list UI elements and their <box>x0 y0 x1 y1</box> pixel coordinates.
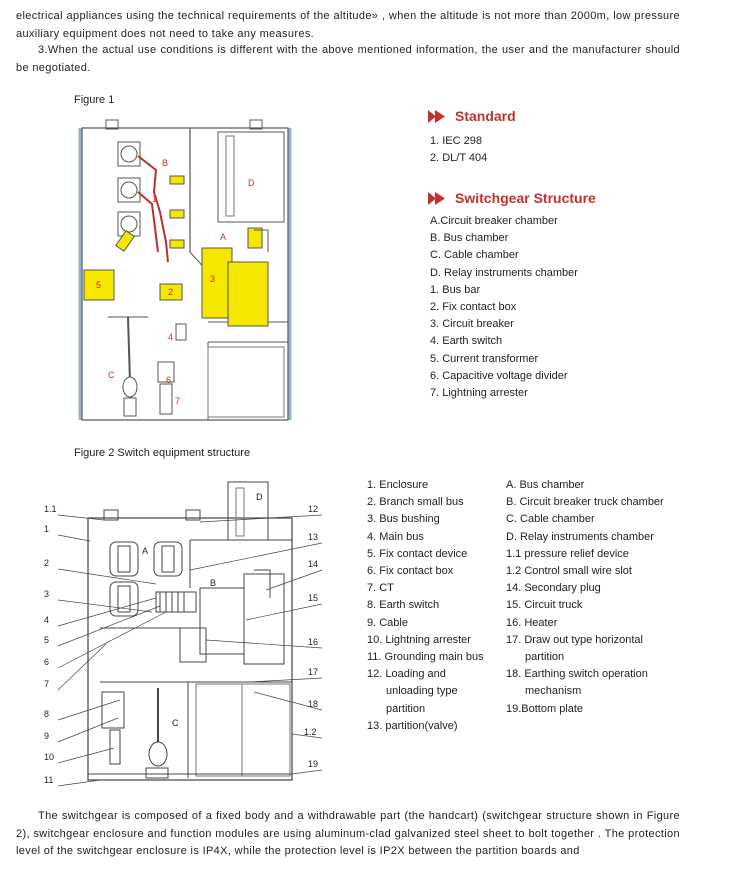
list-item: 13. partition(valve) <box>367 719 458 732</box>
fig2-zone-a: A <box>142 546 149 556</box>
list-item: 5. Current transformer <box>430 352 539 365</box>
fig2-zone-b: B <box>210 578 217 588</box>
intro-paragraph-altitude: electrical appliances using the technical requirements of the altitude» , when the altitude is not more than 2000m, low pressure auxiliary equipment does not need to take any measures. <box>16 10 680 40</box>
fig2-zone-c: C <box>172 718 179 728</box>
figure1-caption: Figure 1 <box>74 94 115 106</box>
list-item: 2. Fix contact box <box>430 301 517 314</box>
standard-title: Standard <box>455 108 516 124</box>
list-item: B. Bus chamber <box>430 232 509 245</box>
standard-heading <box>428 108 516 124</box>
fig2-callout-15: 15 <box>308 593 319 603</box>
fig2-callout-2: 2 <box>44 558 50 568</box>
list-item: 1.1 pressure relief device <box>506 547 629 560</box>
list-item: 18. Earthing switch operation <box>506 668 648 681</box>
list-item: 4. Earth switch <box>430 335 503 348</box>
list-item: 1.2 Control small wire slot <box>506 565 632 578</box>
list-item: 7. CT <box>367 582 394 595</box>
fig2-callout-13: 13 <box>308 532 319 542</box>
list-item: C. Cable chamber <box>430 249 519 262</box>
list-item: 7. Lightning arrester <box>430 387 528 400</box>
body-paragraph-switchgear: The switchgear is composed of a fixed body and a withdrawable part (the handcart) (switchgear structure shown in Figure 2), switchgear enclosure and function modules are using aluminum-clad galvanized steel sheet to bolt together . The protection level of the switchgear enclosure is IP4X, while the protection level is IP2X between the partition boards and <box>16 810 680 857</box>
standard-list <box>430 133 487 167</box>
fig2-callout-1: 1 <box>44 524 50 534</box>
list-item: 3. Bus bushing <box>367 513 440 526</box>
intro-paragraph-conditions: 3.When the actual use conditions is different with the above mentioned information, the user and the manufacturer should be negotiated. <box>16 44 680 74</box>
fig2-callout-10: 10 <box>44 752 55 762</box>
fig1-label-d: D <box>248 178 255 188</box>
fig1-label-a: A <box>220 232 227 242</box>
list-item: 19.Bottom plate <box>506 702 584 715</box>
fig2-callout-4: 4 <box>44 615 50 625</box>
fig1-label-6: 6 <box>166 375 172 385</box>
list-item: 1. Enclosure <box>367 479 429 491</box>
double-arrow-icon <box>428 110 448 123</box>
list-item: 12. Loading and <box>367 668 446 681</box>
list-item: unloading type <box>386 685 458 698</box>
fig1-label-4: 4 <box>168 332 174 342</box>
list-item: 10. Lightning arrester <box>367 633 471 646</box>
list-item: 1. IEC 298 <box>430 135 482 147</box>
list-item: 6. Capacitive voltage divider <box>430 369 568 382</box>
figure1-diagram <box>78 112 293 422</box>
fig1-label-7: 7 <box>175 396 181 406</box>
figure2-legend-column-2 <box>506 477 664 718</box>
fig2-callout-3: 3 <box>44 589 50 599</box>
list-item: 6. Fix contact box <box>367 565 454 578</box>
fig1-label-c: C <box>108 370 115 380</box>
fig2-callout-7: 7 <box>44 679 50 689</box>
list-item: 5. Fix contact device <box>367 547 468 560</box>
list-item: partition <box>386 702 426 715</box>
fig2-callout-1-2: 1.2 <box>304 727 317 737</box>
list-item: 2. DL/T 404 <box>430 152 488 165</box>
list-item: mechanism <box>525 685 582 698</box>
fig2-callout-19: 19 <box>308 759 319 769</box>
fig2-callout-1-1: 1.1 <box>44 504 57 514</box>
list-item: D. Relay instruments chamber <box>430 266 578 279</box>
list-item: 14. Secondary plug <box>506 582 601 595</box>
fig1-label-2: 2 <box>168 287 174 297</box>
figure2-legend-column-1 <box>367 477 484 735</box>
list-item: C. Cable chamber <box>506 513 595 526</box>
list-item: 1. Bus bar <box>430 283 481 296</box>
switchgear-structure-heading <box>428 190 596 206</box>
list-item: 9. Cable <box>367 616 408 629</box>
list-item: 4. Main bus <box>367 530 424 543</box>
list-item: A.Circuit breaker chamber <box>430 215 558 227</box>
list-item: 16. Heater <box>506 616 558 629</box>
list-item: B. Circuit breaker truck chamber <box>506 496 664 509</box>
fig2-callout-9: 9 <box>44 731 50 741</box>
list-item: 8. Earth switch <box>367 599 440 612</box>
fig1-label-3: 3 <box>210 274 216 284</box>
fig1-label-b: B <box>162 158 169 168</box>
fig2-callout-11: 11 <box>44 775 54 785</box>
list-item: 3. Circuit breaker <box>430 318 514 331</box>
fig2-callout-18: 18 <box>308 699 319 709</box>
switchgear-structure-title: Switchgear Structure <box>455 190 596 206</box>
fig2-callout-5: 5 <box>44 635 50 645</box>
list-item: 15. Circuit truck <box>506 599 583 612</box>
fig2-callout-17: 17 <box>308 667 319 677</box>
switchgear-structure-list <box>430 213 578 402</box>
fig2-callout-16: 16 <box>308 637 319 647</box>
figure2-caption: Figure 2 Switch equipment structure <box>74 447 251 459</box>
list-item: 17. Draw out type horizontal <box>506 633 643 646</box>
fig2-callout-6: 6 <box>44 657 50 667</box>
fig2-callout-8: 8 <box>44 709 50 719</box>
list-item: A. Bus chamber <box>506 479 585 491</box>
fig2-callout-14: 14 <box>308 559 319 569</box>
list-item: 11. Grounding main bus <box>367 651 484 664</box>
fig1-label-5: 5 <box>96 280 102 290</box>
list-item: partition <box>525 651 565 664</box>
list-item: D. Relay instruments chamber <box>506 530 654 543</box>
figure2-diagram <box>40 478 340 790</box>
fig2-callout-12: 12 <box>308 504 319 514</box>
list-item: 2. Branch small bus <box>367 496 464 509</box>
double-arrow-icon <box>428 192 448 205</box>
fig2-zone-d: D <box>256 492 263 502</box>
fig1-label-1: 1 <box>152 194 158 204</box>
